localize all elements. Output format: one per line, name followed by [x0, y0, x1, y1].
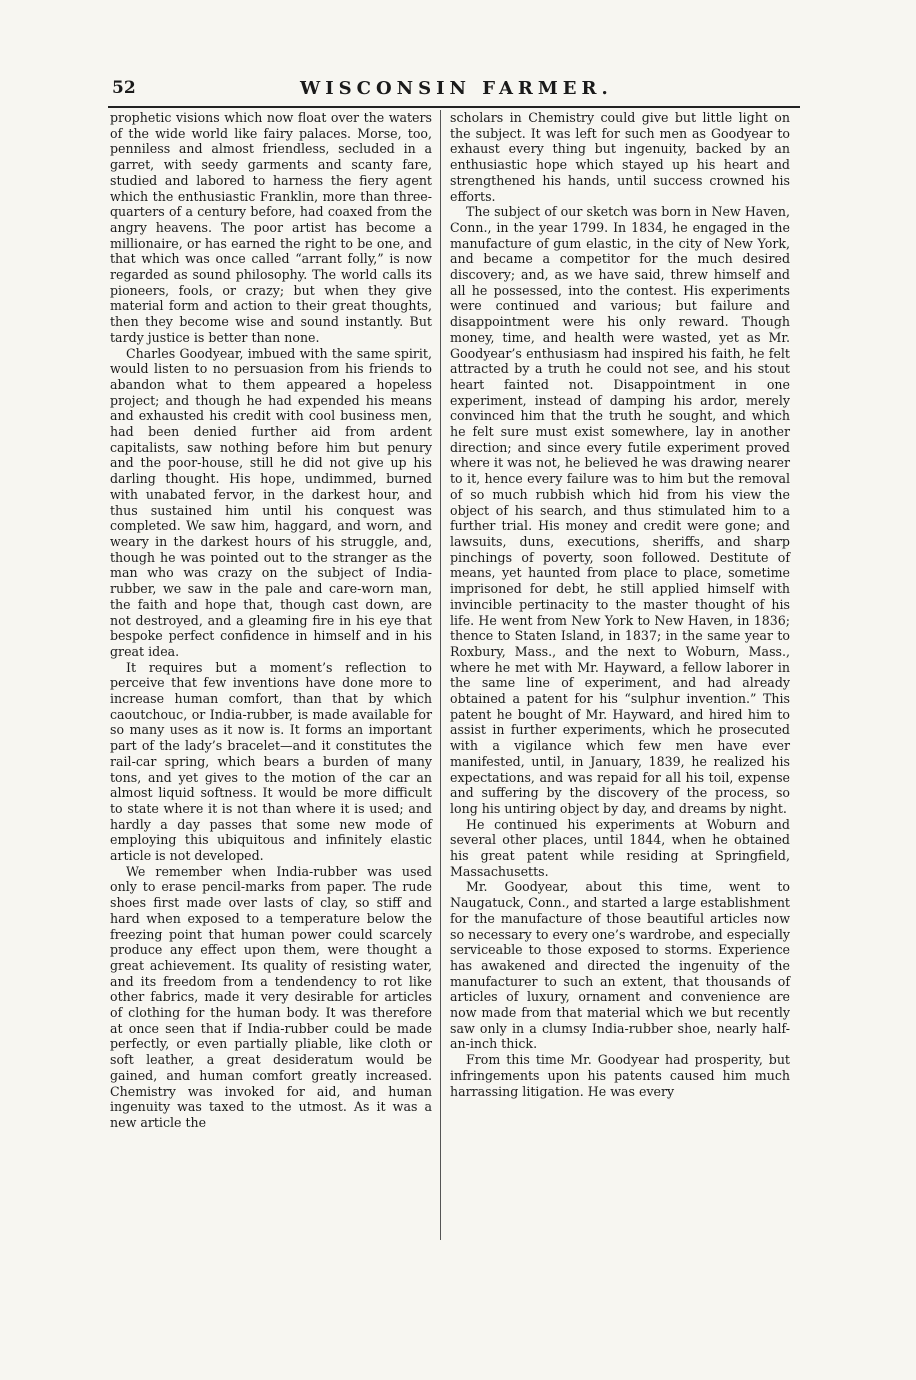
left-column — [110, 110, 432, 1131]
paragraph: We remember when India-rubber was used only to erase pencil-marks from paper. The rude shoes first made over lasts of clay, so stiff and hard when exposed to a temperature below the freezing point that human power could scarcely produce any effect upon them, were thought a great achievement. Its quality of resisting water, and its freedom from a tendendency to rot like other fabrics, made it very desirable for articles of clothing for the human body. It was therefore at once seen that if India-rubber could be made perfectly, or even partially pliable, like cloth or soft leather, a great desideratum would be gained, and human comfort greatly increased. Chemistry was invoked for aid, and human ingenuity was taxed to the utmost. As it was a new article the — [110, 863, 432, 1130]
paragraph: From this time Mr. Goodyear had prosperity, but infringements upon his patents caused him much harrassing litigation. He was every — [450, 1052, 790, 1099]
column-divider — [440, 110, 441, 1240]
header-rule — [108, 106, 800, 108]
right-column — [450, 110, 790, 1099]
paragraph: He continued his experiments at Woburn and several other places, until 1844, when he obtained his great patent while residing at Springfield, Massachusetts. — [450, 816, 790, 879]
running-title: WISCONSIN FARMER. — [300, 78, 613, 99]
paragraph: It requires but a moment’s reflection to perceive that few inventions have done more to increase human comfort, than that by which caoutchouc, or India-rubber, is made available for so many uses as it now is. It forms an important part of the lady’s bracelet—and it constitutes the rail-car spring, which bears a burden of many tons, and yet gives to the motion of the car an almost liquid softness. It would be more difficult to state where it is not than where it is used; and hardly a day passes that some new mode of employing this ubiquitous and infinitely elastic article is not developed. — [110, 659, 432, 864]
paragraph: The subject of our sketch was born in New Haven, Conn., in the year 1799. In 1834, he engaged in the manufacture of gum elastic, in the city of New York, and became a competitor for the much desired discovery; and, as we have said, threw himself and all he possessed, into the contest. His experiments were continued and various; but failure and disappointment were his only reward. Though money, time, and health were wasted, yet as Mr. Goodyear’s enthusiasm had inspired his faith, he felt attracted by a truth he could not see, and his stout heart fainted not. Disappointment in one experiment, instead of damping his ardor, merely convinced him that the truth he sought, and which he felt sure must exist somewhere, lay in another direction; and since every futile experiment proved where it was not, he believed he was drawing nearer to it, hence every failure was to him but the removal of so much rubbish which hid from his view the object of his search, and thus stimulated him to a further trial. His money and credit were gone; and lawsuits, duns, executions, sheriffs, and sharp pinchings of poverty, soon followed. Destitute of means, yet haunted from place to place, sometime imprisoned for debt, he still applied himself with invincible pertinacity to the master thought of his life. He went from New York to New Haven, in 1836; thence to Staten Island, in 1837; in the same year to Roxbury, Mass., and the next to Woburn, Mass., where he met with Mr. Hayward, a fellow laborer in the same line of experiment, and had already obtained a patent for his “sulphur invention.” This patent he bought of Mr. Hayward, and hired him to assist in further experiments, which he prosecuted with a vigilance which few men have ever manifested, until, in January, 1839, he realized his expectations, and was repaid for all his toil, expense and suffering by the discovery of the process, so long his untiring object by day, and dreams by night. — [450, 204, 790, 816]
paragraph: Charles Goodyear, imbued with the same spirit, would listen to no persuasion from his friends to abandon what to them appeared a hopeless project; and though he had expended his means and exhausted his credit with cool business men, had been denied further aid from ardent capitalists, saw nothing before him but penury and the poor-house, still he did not give up his darling thought. His hope, undimmed, burned with unabated fervor, in the darkest hour, and thus sustained him until his conquest was completed. We saw him, haggard, and worn, and weary in the darkest hours of his struggle, and, though he was pointed out to the stranger as the man who was crazy on the subject of India-rubber, we saw in the pale and care-worn man, the faith and hope that, though cast down, are not destroyed, and a gleaming fire in his eye that bespoke perfect confidence in himself and in his great idea. — [110, 345, 432, 659]
paragraph: Mr. Goodyear, about this time, went to Naugatuck, Conn., and started a large establishment for the manufacture of those beautiful articles now so necessary to every one’s wardrobe, and especially serviceable to those exposed to storms. Experience has awakened and directed the ingenuity of the manufacturer to such an extent, that thousands of articles of luxury, ornament and convenience are now made from that material which we but recently saw only in a clumsy India-rubber shoe, nearly half-an-inch thick. — [450, 879, 790, 1052]
paragraph: scholars in Chemistry could give but little light on the subject. It was left for such men as Goodyear to exhaust every thing but ingenuity, backed by an enthusiastic hope which stayed up his heart and strengthened his hands, until success crowned his efforts. — [450, 110, 790, 204]
paragraph: prophetic visions which now float over the waters of the wide world like fairy palaces. Morse, too, penniless and almost friendless, secluded in a garret, with seedy garments and scanty fare, studied and labored to harness the fiery agent which the enthusiastic Franklin, more than three-quarters of a century before, had coaxed from the angry heavens. The poor artist has become a millionaire, or has earned the right to be one, and that which was once called “arrant folly,” is now regarded as sound philosophy. The world calls its pioneers, fools, or crazy; but when they give material form and action to their great thoughts, then they become wise and sound instantly. But tardy justice is better than none. — [110, 110, 432, 345]
page-number: 52 — [112, 78, 136, 98]
